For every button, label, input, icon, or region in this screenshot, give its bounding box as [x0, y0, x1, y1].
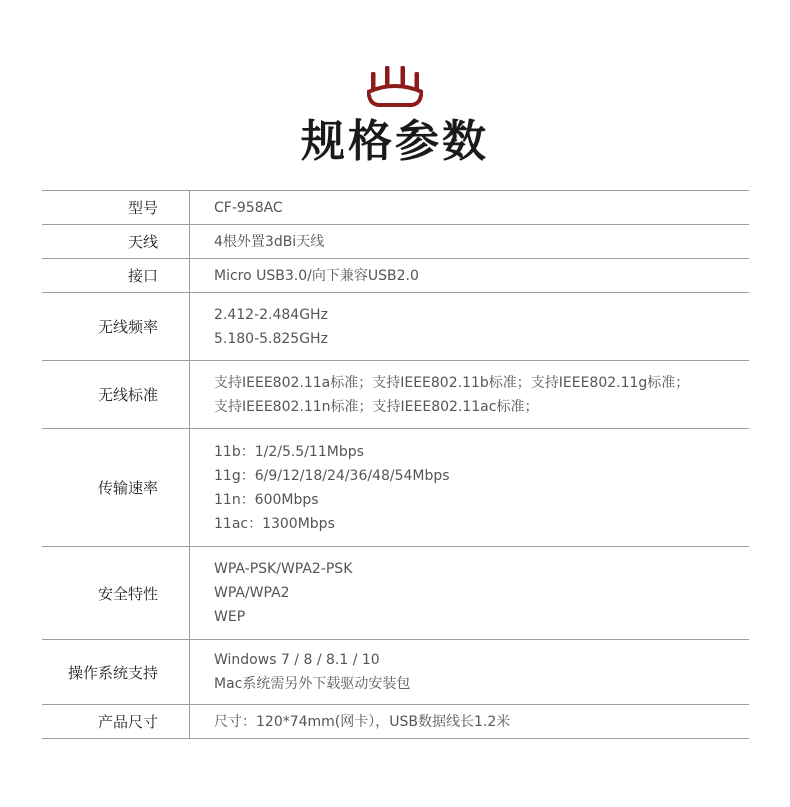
page-title: 规格参数	[301, 116, 489, 167]
spec-label: 安全特性	[42, 547, 190, 639]
spec-value: 11n：600Mbps	[214, 491, 319, 508]
spec-value: Micro USB3.0/向下兼容USB2.0	[214, 267, 419, 284]
spec-value: WPA-PSK/WPA2-PSK	[214, 561, 353, 577]
spec-row	[42, 225, 749, 259]
spec-label: 型号	[42, 191, 190, 224]
spec-value: 支持IEEE802.11n标准；支持IEEE802.11ac标准；	[214, 398, 539, 415]
spec-row	[42, 259, 749, 293]
spec-value: 11g：6/9/12/18/24/36/48/54Mbps	[214, 467, 450, 484]
spec-values	[190, 547, 749, 639]
spec-value: 尺寸：120*74mm(网卡），USB数据线长1.2米	[214, 713, 511, 730]
spec-row	[42, 640, 749, 705]
spec-value: Windows 7 / 8 / 8.1 / 10	[214, 652, 380, 668]
spec-table	[42, 190, 749, 739]
spec-label: 接口	[42, 259, 190, 292]
spec-label: 天线	[42, 225, 190, 258]
spec-value: 11b：1/2/5.5/11Mbps	[214, 443, 364, 460]
spec-label: 产品尺寸	[42, 705, 190, 738]
spec-value: 5.180-5.825GHz	[214, 330, 328, 347]
spec-value: 11ac：1300Mbps	[214, 515, 335, 532]
spec-values	[190, 191, 749, 224]
spec-values	[190, 361, 749, 428]
spec-value: WPA/WPA2	[214, 585, 290, 601]
spec-row	[42, 547, 749, 640]
router-antenna-icon	[367, 66, 423, 110]
spec-value: 2.412-2.484GHz	[214, 306, 328, 323]
spec-row	[42, 293, 749, 361]
spec-row	[42, 429, 749, 547]
spec-value: Mac系统需另外下载驱动安装包	[214, 676, 411, 692]
spec-row	[42, 361, 749, 429]
spec-value: 支持IEEE802.11a标准；支持IEEE802.11b标准；支持IEEE802.11g标准；	[214, 374, 690, 391]
spec-row	[42, 705, 749, 739]
spec-value: CF-958AC	[214, 199, 283, 216]
spec-label: 无线标准	[42, 361, 190, 428]
spec-values	[190, 429, 749, 546]
spec-values	[190, 259, 749, 292]
spec-label: 操作系统支持	[42, 640, 190, 704]
spec-value: WEP	[214, 609, 246, 625]
spec-value: 4根外置3dBi天线	[214, 233, 325, 250]
spec-values	[190, 640, 749, 704]
spec-values	[190, 225, 749, 258]
spec-values	[190, 705, 749, 738]
spec-label: 传输速率	[42, 429, 190, 546]
spec-row	[42, 191, 749, 225]
spec-values	[190, 293, 749, 360]
spec-label: 无线频率	[42, 293, 190, 360]
